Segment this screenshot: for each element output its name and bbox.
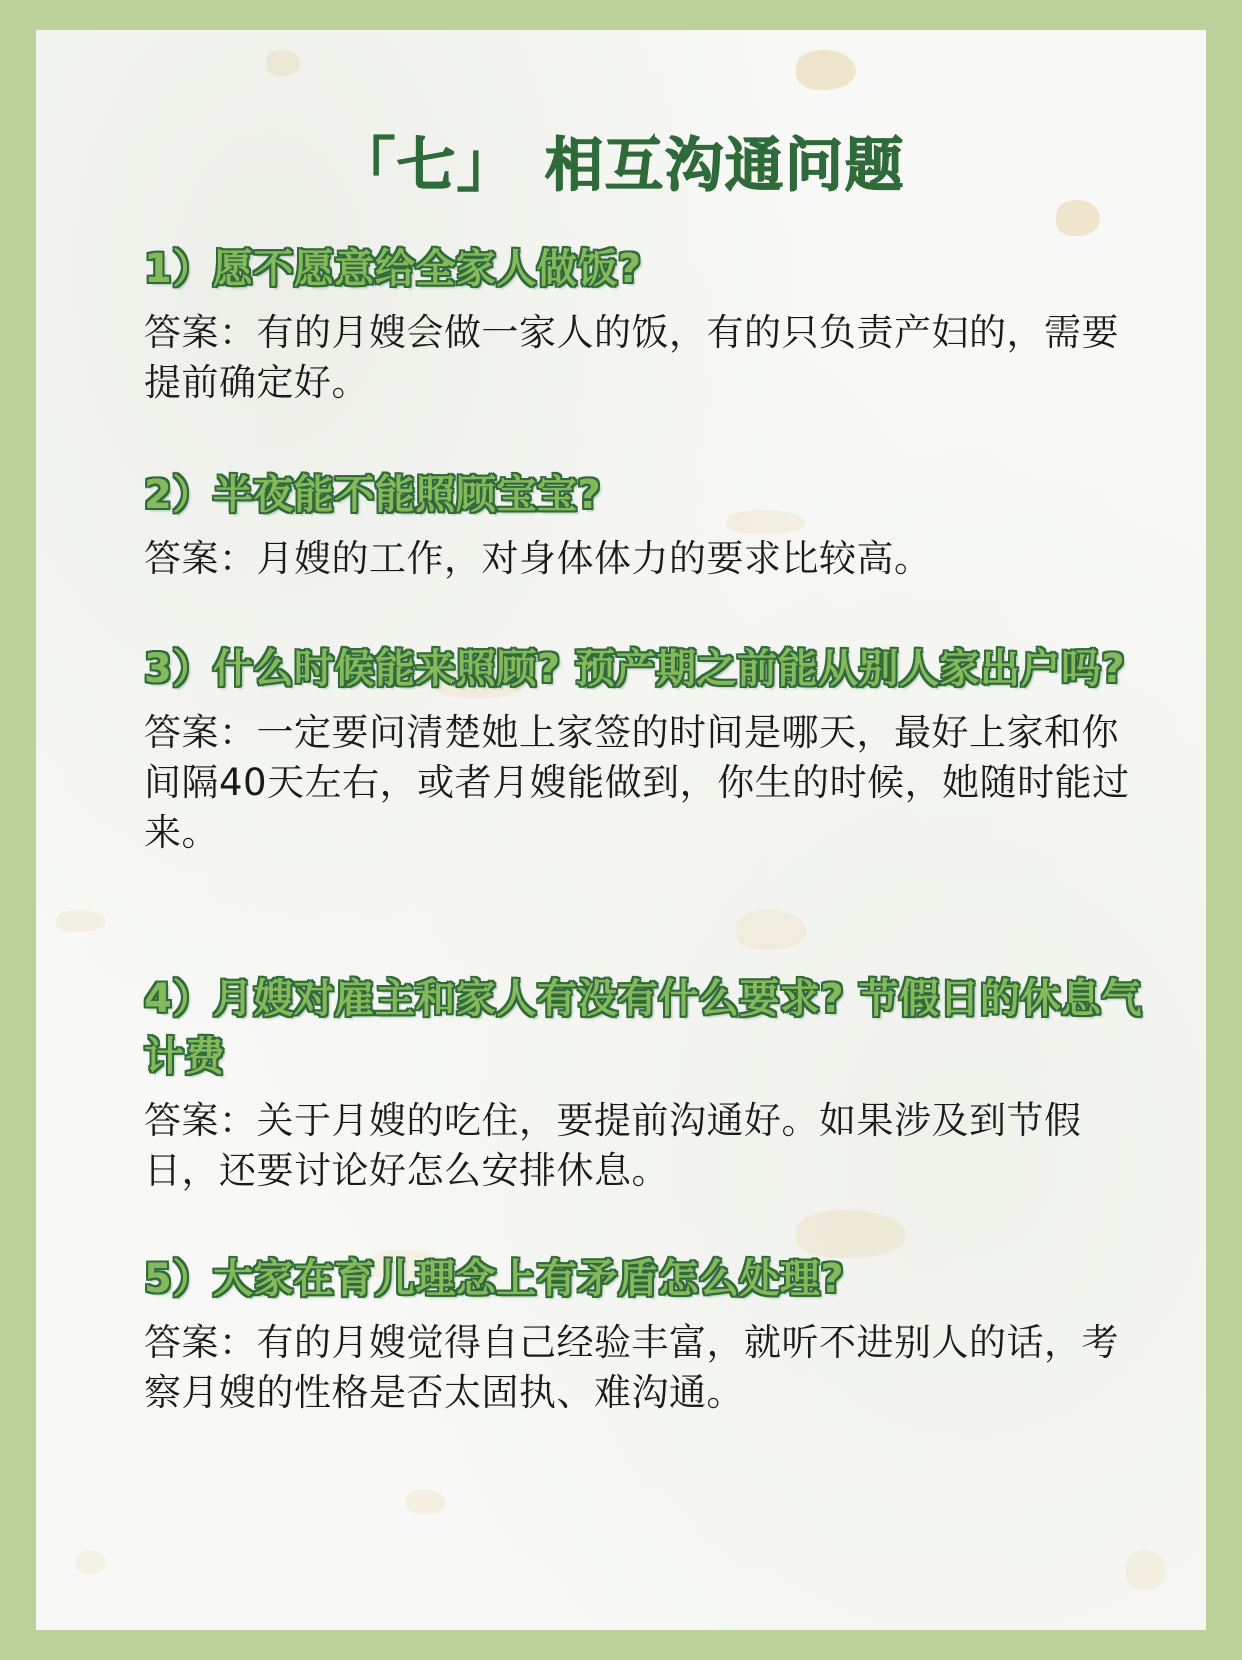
paper-background	[36, 30, 1206, 1630]
question-text: 2）半夜能不能照顾宝宝?	[144, 472, 602, 518]
paper-fleck	[76, 1550, 106, 1574]
question-text: 5）大家在育儿理念上有矛盾怎么处理?	[144, 1256, 845, 1302]
qa-item-1	[144, 240, 1144, 408]
title-bracket-close: 」	[457, 131, 518, 199]
answer-text: 答案：月嫂的工作，对身体体力的要求比较高。	[144, 537, 932, 580]
paper-fleck	[1056, 200, 1100, 236]
paper-fleck	[1126, 1550, 1166, 1590]
qa-item-2	[144, 466, 1144, 584]
qa-item-4	[144, 970, 1144, 1196]
question-text: 4）月嫂对雇主和家人有没有什么要求? 节假日的休息气计费	[144, 976, 1142, 1080]
answer-text: 答案：关于月嫂的吃住，要提前沟通好。如果涉及到节假日，还要讨论好怎么安排休息。	[144, 1099, 1082, 1192]
answer-text: 答案：有的月嫂会做一家人的饭，有的只负责产妇的，需要提前确定好。	[144, 311, 1119, 404]
answer-text: 答案：有的月嫂觉得自己经验丰富，就听不进别人的话，考察月嫂的性格是否太固执、难沟通。	[144, 1321, 1119, 1414]
paper-fleck	[796, 50, 856, 90]
paper-fleck	[266, 50, 300, 76]
page-title	[36, 118, 1206, 202]
answer-text: 答案：一定要问清楚她上家签的时间是哪天，最好上家和你间隔40天左右，或者月嫂能做到，你生的时候，她随时能过来。	[144, 711, 1130, 854]
question-text: 1）愿不愿意给全家人做饭?	[144, 246, 642, 292]
paper-fleck	[736, 910, 806, 950]
title-bracket-open: 「	[336, 131, 397, 199]
question-text: 3）什么时候能来照顾? 预产期之前能从别人家出户吗?	[144, 646, 1126, 692]
title-number: 七	[396, 131, 457, 199]
qa-item-3	[144, 640, 1144, 858]
paper-fleck	[406, 1490, 446, 1514]
title-text: 相互沟通问题	[545, 131, 906, 199]
qa-item-5	[144, 1250, 1144, 1418]
paper-fleck	[56, 910, 106, 932]
